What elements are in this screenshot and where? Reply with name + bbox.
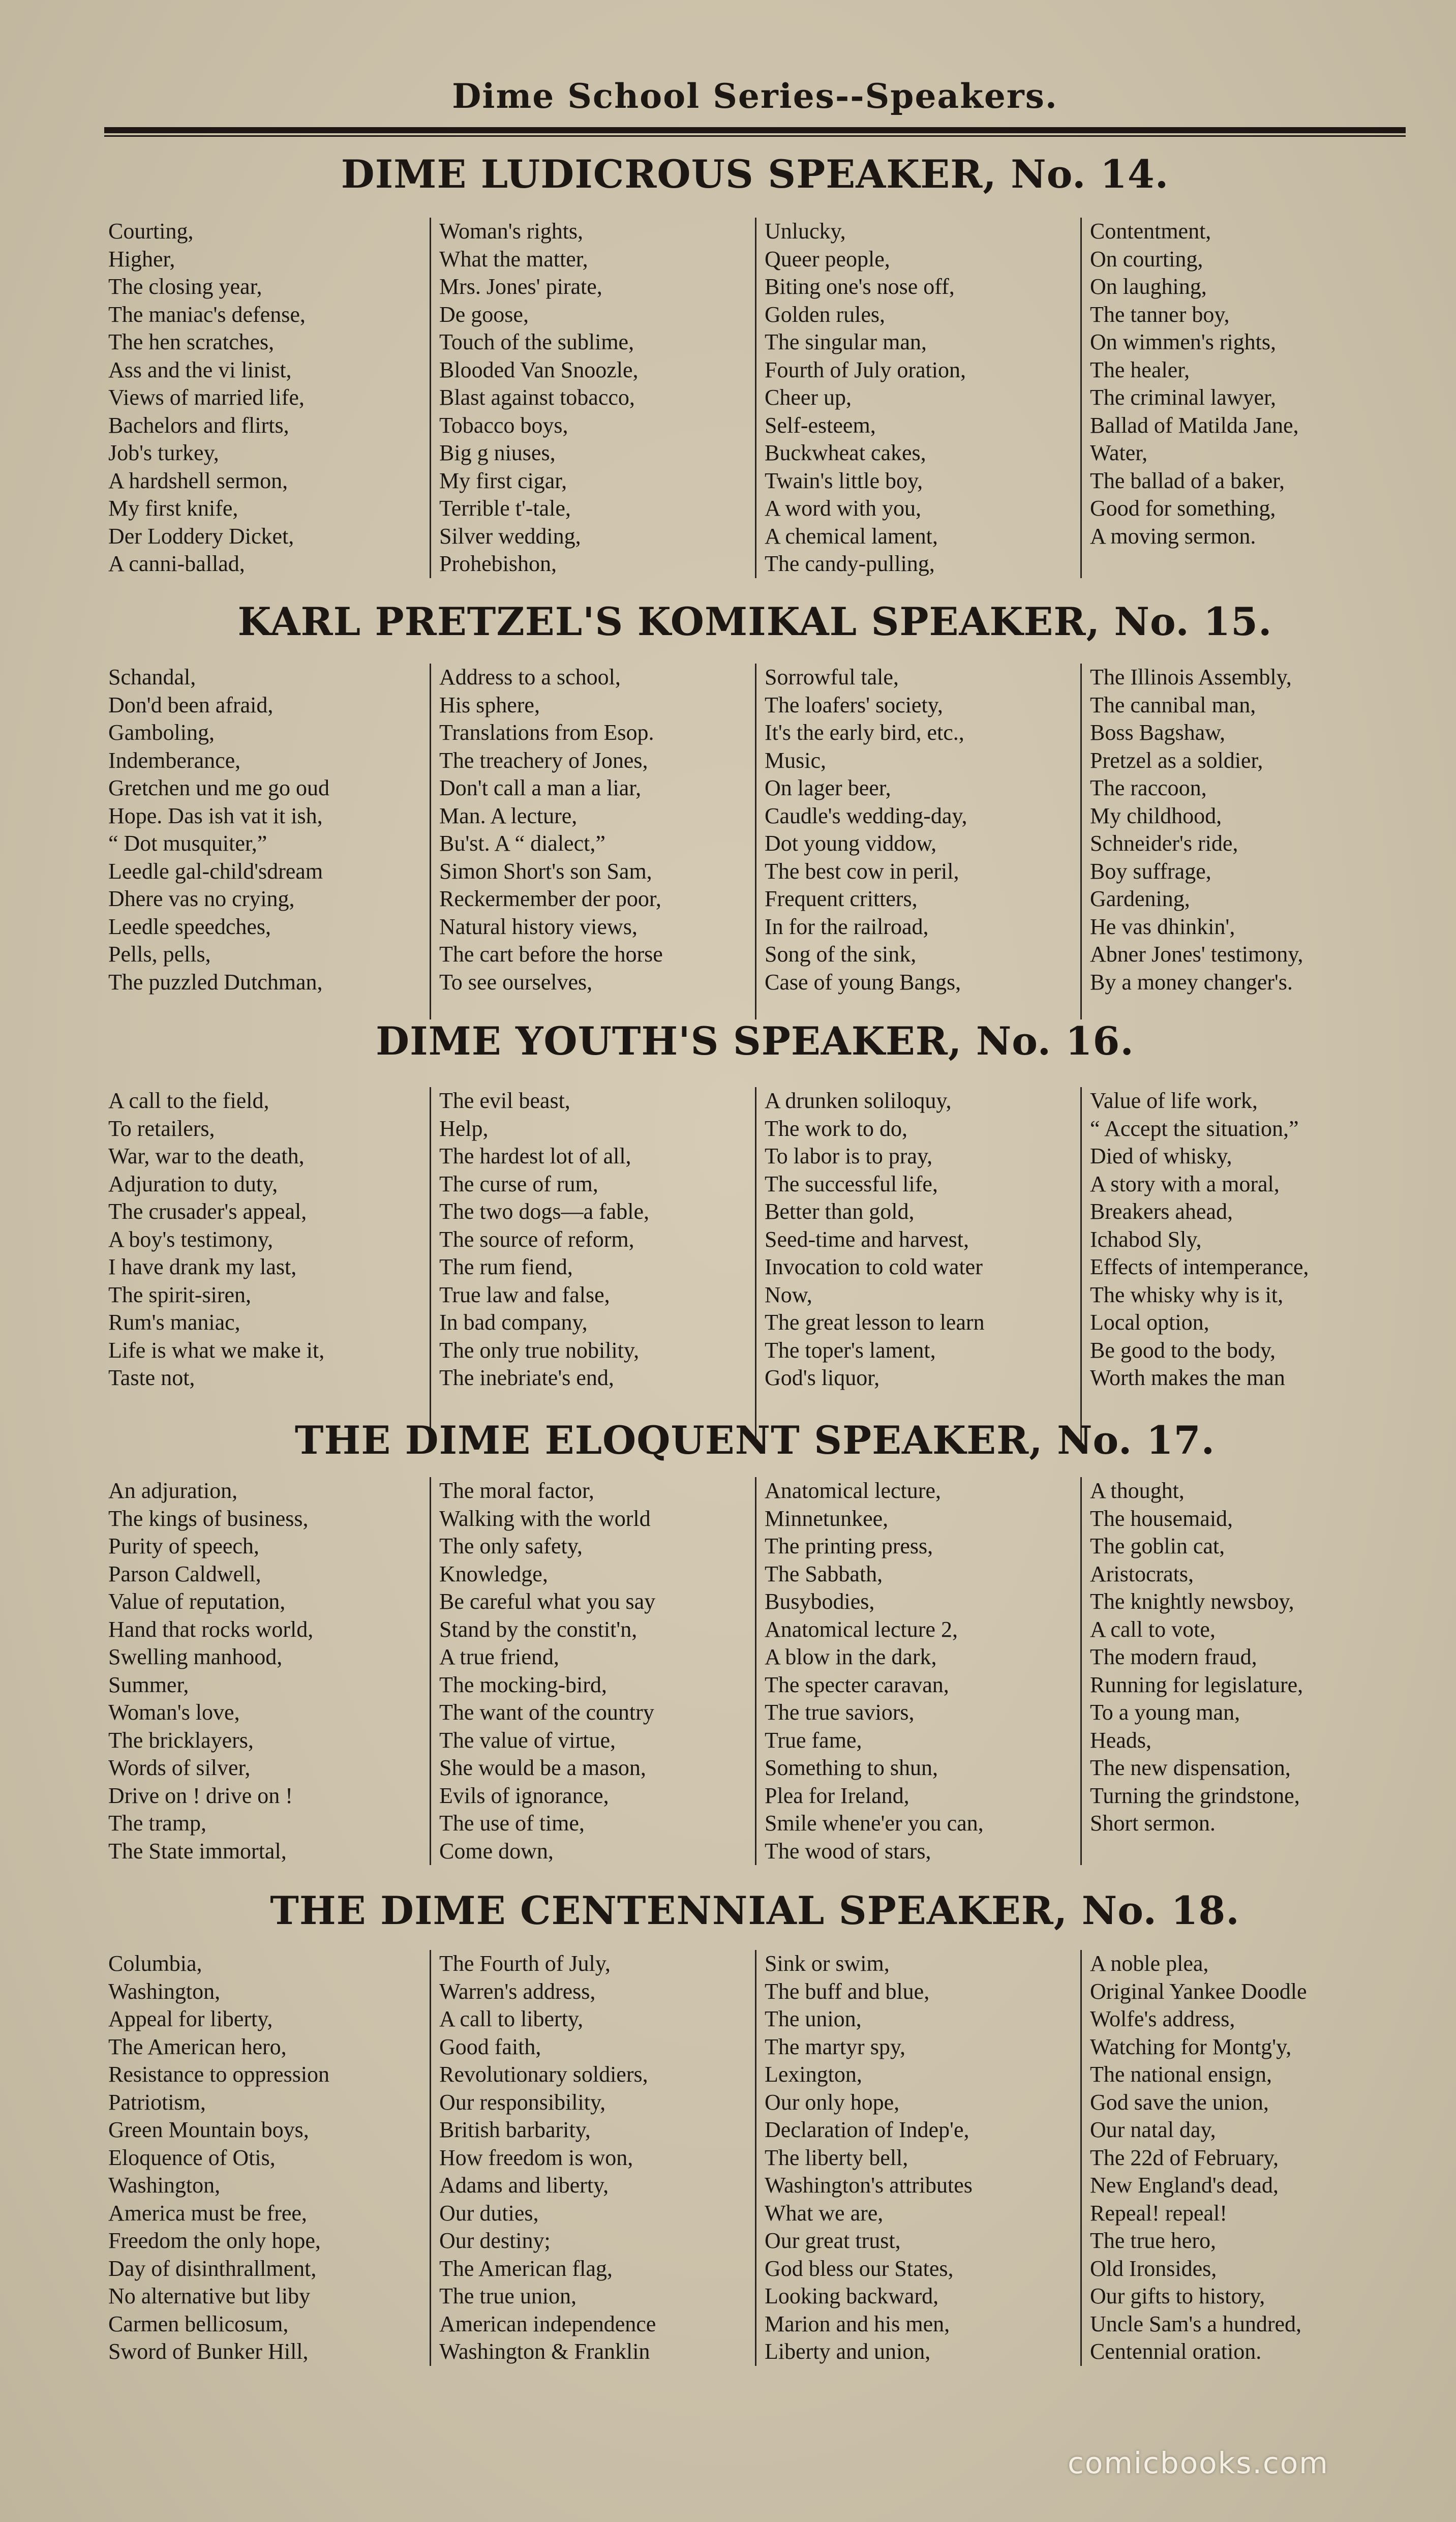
piece-title: Green Mountain boys, [108, 2117, 309, 2142]
piece-title: Anatomical lecture 2, [765, 1616, 958, 1642]
piece-title: The spirit-siren, [108, 1282, 252, 1307]
piece-title: Song of the sink, [765, 942, 917, 967]
piece-title: My childhood, [1090, 803, 1222, 828]
section-title: THE DIME ELOQUENT SPEAKER, No. 17. [294, 1418, 1216, 1463]
piece-title: A true friend, [439, 1644, 559, 1669]
piece-title: Be careful what you say [439, 1589, 656, 1614]
watermark-text: comicbooks.com [1068, 2446, 1329, 2480]
piece-title: He vas dhinkin', [1090, 914, 1235, 939]
piece-title: Parson Caldwell, [108, 1561, 261, 1586]
piece-title: The 22d of February, [1090, 2145, 1279, 2170]
piece-title: Water, [1090, 440, 1148, 465]
piece-title: Indemberance, [108, 747, 241, 773]
piece-title: Anatomical lecture, [765, 1478, 941, 1503]
piece-title: A noble plea, [1090, 1951, 1209, 1976]
piece-title: Life is what we make it, [108, 1337, 325, 1363]
title-column [755, 1950, 1080, 2366]
piece-title: Knowledge, [439, 1561, 548, 1586]
piece-title: Case of young Bangs, [765, 969, 961, 995]
piece-title: Value of reputation, [108, 1589, 286, 1614]
piece-title: My first cigar, [439, 468, 567, 493]
piece-title: American independence [439, 2311, 656, 2336]
piece-title: Running for legislature, [1090, 1672, 1303, 1697]
piece-title: The knightly newsboy, [1090, 1589, 1294, 1614]
piece-title: Centennial oration. [1090, 2339, 1262, 2364]
piece-title: Man. A lecture, [439, 803, 578, 828]
title-column [104, 1087, 430, 1443]
piece-title: The liberty bell, [765, 2145, 908, 2170]
piece-title: Don't call a man a liar, [439, 775, 642, 800]
piece-title: The Fourth of July, [439, 1951, 611, 1976]
piece-title: The tanner boy, [1090, 302, 1230, 327]
piece-title: The new dispensation, [1090, 1755, 1291, 1780]
piece-title: The State immortal, [108, 1838, 287, 1864]
piece-title: The treachery of Jones, [439, 747, 648, 773]
piece-title: Views of married life, [108, 385, 305, 410]
piece-title: Walking with the world [439, 1506, 651, 1531]
piece-title: Our gifts to history, [1090, 2284, 1265, 2308]
piece-title: On lager beer, [765, 775, 891, 800]
piece-title: To a young man, [1090, 1700, 1240, 1725]
piece-title: Der Loddery Dicket, [108, 523, 294, 549]
piece-title: Tobacco boys, [439, 412, 568, 438]
piece-title: It's the early bird, etc., [765, 720, 964, 745]
section-columns [104, 664, 1406, 1019]
piece-title: Words of silver, [108, 1755, 251, 1780]
title-column [104, 1950, 430, 2366]
piece-title: Biting one's nose off, [765, 274, 955, 299]
piece-title: She would be a mason, [439, 1755, 646, 1780]
piece-title: The successful life, [765, 1171, 938, 1196]
piece-title: Resistance to oppression [108, 2062, 330, 2087]
piece-title: The maniac's defense, [108, 302, 306, 327]
piece-title: On wimmen's rights, [1090, 329, 1277, 354]
piece-title: The specter caravan, [765, 1672, 949, 1697]
piece-title: The true hero, [1090, 2228, 1216, 2253]
piece-title: Be good to the body, [1090, 1337, 1276, 1363]
piece-title: Terrible t'-tale, [439, 496, 571, 521]
piece-title: Gamboling, [108, 720, 215, 745]
piece-title: A call to the field, [108, 1088, 269, 1113]
piece-title: The cart before the horse [439, 942, 663, 967]
piece-title: Now, [765, 1282, 812, 1307]
piece-title: Better than gold, [765, 1199, 915, 1224]
title-column [430, 1087, 755, 1443]
piece-title: The only safety, [439, 1534, 583, 1558]
piece-title: A moving sermon. [1090, 523, 1256, 549]
piece-title: What we are, [765, 2200, 884, 2226]
title-column [430, 1950, 755, 2366]
piece-title: Old Ironsides, [1090, 2256, 1217, 2281]
piece-title: The healer, [1090, 357, 1190, 382]
piece-title: True fame, [765, 1727, 862, 1753]
piece-title: The toper's lament, [765, 1337, 936, 1363]
piece-title: New England's dead, [1090, 2173, 1279, 2198]
piece-title: Taste not, [108, 1365, 195, 1390]
piece-title: Twain's little boy, [765, 468, 923, 493]
piece-title: Sink or swim, [765, 1951, 890, 1976]
piece-title: Invocation to cold water [765, 1254, 983, 1279]
piece-title: Drive on ! drive on ! [108, 1783, 293, 1808]
piece-title: Higher, [108, 246, 175, 272]
piece-title: Our duties, [439, 2200, 539, 2226]
piece-title: Breakers ahead, [1090, 1199, 1233, 1224]
title-column [1080, 218, 1406, 578]
title-column [1080, 664, 1406, 1019]
section-title: DIME YOUTH'S SPEAKER, No. 16. [376, 1018, 1134, 1064]
piece-title: Prohebishon, [439, 551, 557, 576]
piece-title: Sorrowful tale, [765, 665, 899, 689]
piece-title: Plea for Ireland, [765, 1783, 909, 1808]
piece-title: The printing press, [765, 1534, 933, 1558]
piece-title: Declaration of Indep'e, [765, 2117, 969, 2142]
piece-title: The loafers' society, [765, 692, 943, 717]
piece-title: Woman's rights, [439, 219, 584, 244]
piece-title: The only true nobility, [439, 1337, 640, 1363]
piece-title: The moral factor, [439, 1478, 594, 1503]
piece-title: The mocking-bird, [439, 1672, 607, 1697]
piece-title: Rum's maniac, [108, 1310, 240, 1335]
piece-title: Gardening, [1090, 886, 1190, 911]
piece-title: Seed-time and harvest, [765, 1226, 969, 1252]
piece-title: Evils of ignorance, [439, 1783, 609, 1808]
piece-title: Leedle speedches, [108, 914, 271, 939]
piece-title: British barbarity, [439, 2117, 591, 2142]
piece-title: Washington & Franklin [439, 2339, 650, 2364]
piece-title: The whisky why is it, [1090, 1282, 1284, 1307]
title-column [1080, 1477, 1406, 1865]
piece-title: True law and false, [439, 1282, 610, 1307]
piece-title: Effects of intemperance, [1090, 1254, 1309, 1279]
piece-title: Lexington, [765, 2062, 862, 2087]
piece-title: Adams and liberty, [439, 2173, 609, 2198]
piece-title: Unlucky, [765, 219, 846, 244]
piece-title: Come down, [439, 1838, 554, 1864]
piece-title: The hardest lot of all, [439, 1144, 631, 1168]
piece-title: A hardshell sermon, [108, 468, 288, 493]
piece-title: A drunken soliloquy, [765, 1088, 952, 1113]
piece-title: Ass and the vi linist, [108, 357, 292, 382]
piece-title: The source of reform, [439, 1226, 634, 1252]
piece-title: Abner Jones' testimony, [1090, 942, 1303, 967]
piece-title: Uncle Sam's a hundred, [1090, 2311, 1302, 2336]
piece-title: The rum fiend, [439, 1254, 573, 1279]
piece-title: By a money changer's. [1090, 969, 1293, 995]
piece-title: A thought, [1090, 1478, 1185, 1503]
piece-title: Day of disinthrallment, [108, 2256, 317, 2281]
piece-title: No alternative but liby [108, 2284, 311, 2308]
piece-title: To labor is to pray, [765, 1144, 933, 1168]
piece-title: The singular man, [765, 329, 927, 354]
section-title: DIME LUDICROUS SPEAKER, No. 14. [341, 152, 1169, 197]
piece-title: On courting, [1090, 246, 1203, 272]
piece-title: Blast against tobacco, [439, 385, 635, 410]
title-column [104, 218, 430, 578]
piece-title: Our natal day, [1090, 2117, 1216, 2142]
piece-title: My first knife, [108, 496, 238, 521]
piece-title: Busybodies, [765, 1589, 875, 1614]
title-column [755, 1477, 1080, 1865]
title-column [755, 664, 1080, 1019]
piece-title: The work to do, [765, 1116, 908, 1141]
piece-title: Freedom the only hope, [108, 2228, 321, 2253]
piece-title: Reckermember der poor, [439, 886, 661, 911]
piece-title: Purity of speech, [108, 1534, 259, 1558]
piece-title: A canni-ballad, [108, 551, 245, 576]
piece-title: The use of time, [439, 1811, 585, 1836]
piece-title: The hen scratches, [108, 329, 275, 354]
piece-title: Gretchen und me go oud [108, 775, 329, 800]
piece-title: How freedom is won, [439, 2145, 633, 2170]
piece-title: Don'd been afraid, [108, 692, 274, 717]
piece-title: The American hero, [108, 2034, 287, 2059]
piece-title: Address to a school, [439, 665, 621, 689]
piece-title: A boy's testimony, [108, 1226, 274, 1252]
piece-title: The housemaid, [1090, 1506, 1233, 1531]
piece-title: Good faith, [439, 2034, 541, 2059]
piece-title: Queer people, [765, 246, 890, 272]
piece-title: A call to vote, [1090, 1616, 1216, 1642]
piece-title: Hand that rocks world, [108, 1616, 314, 1642]
piece-title: Schneider's ride, [1090, 831, 1238, 856]
title-column [1080, 1087, 1406, 1443]
piece-title: Bu'st. A “ dialect,” [439, 831, 605, 856]
piece-title: The best cow in peril, [765, 858, 959, 884]
piece-title: Dot young viddow, [765, 831, 937, 856]
page-header-title: Dime School Series--Speakers. [452, 76, 1058, 116]
piece-title: Repeal! repeal! [1090, 2200, 1227, 2226]
piece-title: The cannibal man, [1090, 692, 1256, 717]
piece-title: Silver wedding, [439, 523, 581, 549]
piece-title: God save the union, [1090, 2089, 1269, 2115]
piece-title: The raccoon, [1090, 775, 1207, 800]
piece-title: The modern fraud, [1090, 1644, 1257, 1669]
piece-title: Hope. Das ish vat it ish, [108, 803, 323, 828]
piece-title: Schandal, [108, 665, 196, 689]
piece-title: Appeal for liberty, [108, 2006, 273, 2031]
piece-title: The buff and blue, [765, 1978, 930, 2004]
piece-title: Mrs. Jones' pirate, [439, 274, 602, 299]
piece-title: Minnetunkee, [765, 1506, 889, 1531]
piece-title: Original Yankee Doodle [1090, 1978, 1307, 2004]
piece-title: The crusader's appeal, [108, 1199, 307, 1224]
piece-title: The curse of rum, [439, 1171, 598, 1196]
piece-title: Touch of the sublime, [439, 329, 634, 354]
section-columns [104, 218, 1406, 574]
piece-title: Sword of Bunker Hill, [108, 2339, 309, 2364]
piece-title: Washington, [108, 1978, 221, 2004]
piece-title: To retailers, [108, 1116, 215, 1141]
piece-title: Simon Short's son Sam, [439, 858, 652, 884]
piece-title: Revolutionary soldiers, [439, 2062, 648, 2087]
piece-title: Summer, [108, 1672, 189, 1697]
piece-title: What the matter, [439, 246, 588, 272]
piece-title: Pretzel as a soldier, [1090, 747, 1263, 773]
piece-title: Our responsibility, [439, 2089, 606, 2115]
piece-title: The Sabbath, [765, 1561, 883, 1586]
header-rule [104, 127, 1406, 137]
section-columns [104, 1950, 1406, 2364]
title-column [430, 664, 755, 1019]
piece-title: Woman's love, [108, 1700, 240, 1725]
piece-title: Wolfe's address, [1090, 2006, 1235, 2031]
piece-title: Courting, [108, 219, 194, 244]
piece-title: The wood of stars, [765, 1838, 931, 1864]
piece-title: Good for something, [1090, 496, 1276, 521]
piece-title: The puzzled Dutchman, [108, 969, 323, 995]
piece-title: A story with a moral, [1090, 1171, 1280, 1196]
piece-title: A chemical lament, [765, 523, 938, 549]
piece-title: A call to liberty, [439, 2006, 584, 2031]
piece-title: In for the railroad, [765, 914, 929, 939]
piece-title: Ballad of Matilda Jane, [1090, 412, 1299, 438]
piece-title: Swelling manhood, [108, 1644, 283, 1669]
piece-title: God bless our States, [765, 2256, 954, 2281]
piece-title: In bad company, [439, 1310, 588, 1335]
piece-title: Big g niuses, [439, 440, 556, 465]
piece-title: Washington's attributes [765, 2173, 973, 2198]
piece-title: The closing year, [108, 274, 262, 299]
piece-title: The candy-pulling, [765, 551, 935, 576]
piece-title: The true union, [439, 2284, 577, 2308]
piece-title: Boss Bagshaw, [1090, 720, 1226, 745]
piece-title: Bachelors and flirts, [108, 412, 289, 438]
title-column [755, 218, 1080, 578]
section-columns [104, 1477, 1406, 1864]
piece-title: “ Dot musquiter,” [108, 831, 267, 856]
piece-title: The inebriate's end, [439, 1365, 614, 1390]
piece-title: The national ensign, [1090, 2062, 1272, 2087]
piece-title: The tramp, [108, 1811, 207, 1836]
piece-title: The two dogs—a fable, [439, 1199, 649, 1224]
piece-title: Something to shun, [765, 1755, 938, 1780]
piece-title: Value of life work, [1090, 1088, 1258, 1113]
piece-title: His sphere, [439, 692, 540, 717]
section-title: THE DIME CENTENNIAL SPEAKER, No. 18. [270, 1888, 1240, 1933]
piece-title: The criminal lawyer, [1090, 385, 1276, 410]
piece-title: A blow in the dark, [765, 1644, 937, 1669]
piece-title: The true saviors, [765, 1700, 915, 1725]
piece-title: The great lesson to learn [765, 1310, 985, 1335]
piece-title: Blooded Van Snoozle, [439, 357, 639, 382]
title-column [104, 664, 430, 1019]
piece-title: Cheer up, [765, 385, 852, 410]
piece-title: Dhere vas no crying, [108, 886, 295, 911]
piece-title: Our destiny; [439, 2228, 551, 2253]
piece-title: Natural history views, [439, 914, 638, 939]
piece-title: Eloquence of Otis, [108, 2145, 276, 2170]
piece-title: I have drank my last, [108, 1254, 297, 1279]
piece-title: Stand by the constit'n, [439, 1616, 638, 1642]
title-column [430, 1477, 755, 1865]
piece-title: Turning the grindstone, [1090, 1783, 1300, 1808]
piece-title: Looking backward, [765, 2284, 939, 2308]
piece-title: Worth makes the man [1090, 1365, 1285, 1390]
piece-title: God's liquor, [765, 1365, 880, 1390]
piece-title: War, war to the death, [108, 1144, 305, 1168]
title-column [430, 218, 755, 578]
piece-title: The American flag, [439, 2256, 613, 2281]
piece-title: Contentment, [1090, 219, 1211, 244]
piece-title: Help, [439, 1116, 489, 1141]
piece-title: The want of the country [439, 1700, 654, 1725]
piece-title: Liberty and union, [765, 2339, 931, 2364]
title-column [755, 1087, 1080, 1443]
piece-title: Music, [765, 747, 826, 773]
piece-title: Fourth of July oration, [765, 357, 966, 382]
piece-title: Self-esteem, [765, 412, 876, 438]
piece-title: Smile whene'er you can, [765, 1811, 984, 1836]
piece-title: Our only hope, [765, 2089, 900, 2115]
piece-title: A word with you, [765, 496, 921, 521]
piece-title: Watching for Montg'y, [1090, 2034, 1292, 2059]
section-columns [104, 1087, 1406, 1443]
piece-title: The Illinois Assembly, [1090, 665, 1292, 689]
piece-title: The kings of business, [108, 1506, 309, 1531]
piece-title: An adjuration, [108, 1478, 238, 1503]
piece-title: Adjuration to duty, [108, 1171, 278, 1196]
section-title: KARL PRETZEL'S KOMIKAL SPEAKER, No. 15. [237, 599, 1272, 644]
piece-title: To see ourselves, [439, 969, 593, 995]
piece-title: Warren's address, [439, 1978, 596, 2004]
piece-title: De goose, [439, 302, 529, 327]
piece-title: On laughing, [1090, 274, 1207, 299]
piece-title: Marion and his men, [765, 2311, 950, 2336]
piece-title: Washington, [108, 2173, 221, 2198]
piece-title: Short sermon. [1090, 1811, 1216, 1836]
piece-title: Died of whisky, [1090, 1144, 1232, 1168]
piece-title: Pells, pells, [108, 942, 211, 967]
piece-title: Golden rules, [765, 302, 886, 327]
piece-title: Translations from Esop. [439, 720, 654, 745]
piece-title: The martyr spy, [765, 2034, 905, 2059]
piece-title: Heads, [1090, 1727, 1151, 1753]
piece-title: The evil beast, [439, 1088, 570, 1113]
piece-title: Caudle's wedding-day, [765, 803, 967, 828]
piece-title: Buckwheat cakes, [765, 440, 926, 465]
piece-title: “ Accept the situation,” [1090, 1116, 1299, 1141]
piece-title: Our great trust, [765, 2228, 901, 2253]
piece-title: Columbia, [108, 1951, 202, 1976]
piece-title: The bricklayers, [108, 1727, 254, 1753]
piece-title: Leedle gal-child'sdream [108, 858, 323, 884]
piece-title: Local option, [1090, 1310, 1209, 1335]
piece-title: America must be free, [108, 2200, 307, 2226]
piece-title: The ballad of a baker, [1090, 468, 1285, 493]
piece-title: Boy suffrage, [1090, 858, 1211, 884]
piece-title: Frequent critters, [765, 886, 918, 911]
piece-title: Job's turkey, [108, 440, 219, 465]
title-column [104, 1477, 430, 1865]
piece-title: Ichabod Sly, [1090, 1226, 1202, 1252]
title-column [1080, 1950, 1406, 2366]
piece-title: Patriotism, [108, 2089, 206, 2115]
piece-title: The value of virtue, [439, 1727, 616, 1753]
piece-title: Carmen bellicosum, [108, 2311, 289, 2336]
piece-title: The goblin cat, [1090, 1534, 1225, 1558]
piece-title: Aristocrats, [1090, 1561, 1194, 1586]
piece-title: The union, [765, 2006, 862, 2031]
